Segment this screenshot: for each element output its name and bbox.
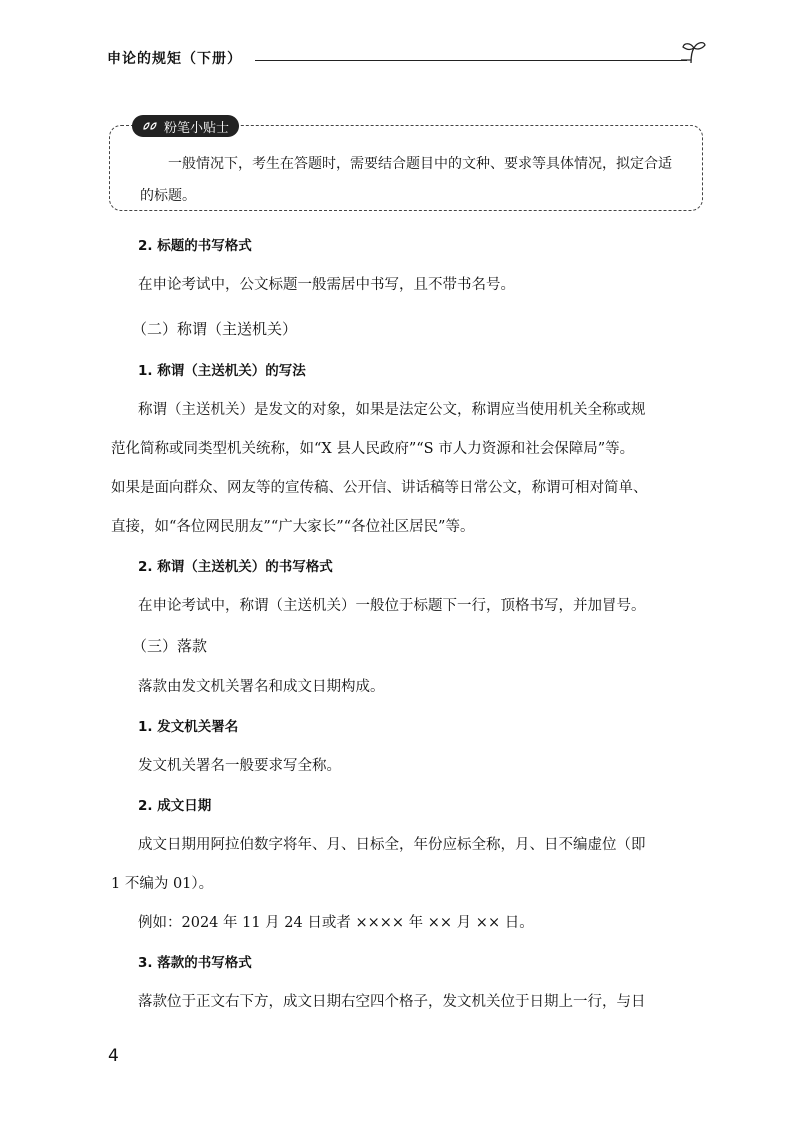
- date-example: 例如：2024 年 11 月 24 日或者 ×××× 年 ×× 月 ×× 日。: [138, 915, 534, 931]
- date-heading: 2. 成文日期: [138, 798, 212, 814]
- page-number: 4: [108, 1046, 119, 1066]
- salutation-heading: （二）称谓（主送机关）: [132, 320, 298, 338]
- paragraph-line: 1 不编为 01）。: [111, 876, 214, 892]
- title-format-text: 在申论考试中，公文标题一般需居中书写，且不带书名号。: [138, 277, 515, 293]
- salutation-method-heading: 1. 称谓（主送机关）的写法: [138, 363, 306, 379]
- paragraph-line: 范化简称或同类型机关统称，如“X 县人民政府”“S 市人力资源和社会保障局”等。: [111, 441, 635, 457]
- paragraph-line: 直接，如“各位网民朋友”“广大家长”“各位社区居民”等。: [111, 519, 475, 535]
- signature-format-heading: 3. 落款的书写格式: [138, 955, 252, 971]
- paragraph-line: 如果是面向群众、网友等的宣传稿、公开信、讲话稿等日常公文，称谓可相对简单、: [111, 480, 648, 496]
- tip-box: [109, 120, 703, 211]
- running-header: [107, 40, 705, 70]
- header-rule: [255, 60, 687, 61]
- paragraph-line: 成文日期用阿拉伯数字将年、月、日标全，年份应标全称，月、日不编虚位（即: [138, 837, 646, 853]
- salutation-method-paragraph: [111, 391, 708, 547]
- paragraph-line: 称谓（主送机关）是发文的对象，如果是法定公文，称谓应当使用机关全称或规: [138, 402, 646, 418]
- issuer-heading: 1. 发文机关署名: [138, 719, 239, 735]
- signature-format-text: 落款位于正文右下方，成文日期右空四个格子，发文机关位于日期上一行，与日: [138, 994, 646, 1010]
- issuer-text: 发文机关署名一般要求写全称。: [138, 758, 341, 774]
- sprout-icon: [681, 40, 707, 64]
- signature-heading: （三）落款: [132, 637, 208, 655]
- tip-badge-label: 粉笔小贴士: [164, 120, 230, 136]
- main-content: [111, 226, 708, 1022]
- signature-intro: 落款由发文机关署名和成文日期构成。: [138, 679, 385, 695]
- date-paragraph: [111, 826, 708, 904]
- leaf-icon: [142, 121, 158, 131]
- salutation-format-heading: 2. 称谓（主送机关）的书写格式: [138, 559, 333, 575]
- salutation-format-text: 在申论考试中，称谓（主送机关）一般位于标题下一行，顶格书写，并加冒号。: [138, 598, 646, 614]
- tip-text: 一般情况下，考生在答题时，需要结合题目中的文种、要求等具体情况，拟定合适的标题。: [140, 156, 672, 204]
- title-format-heading: 2. 标题的书写格式: [138, 238, 252, 254]
- tip-badge: [132, 115, 239, 137]
- running-header-title: 申论的规矩（下册）: [107, 51, 242, 67]
